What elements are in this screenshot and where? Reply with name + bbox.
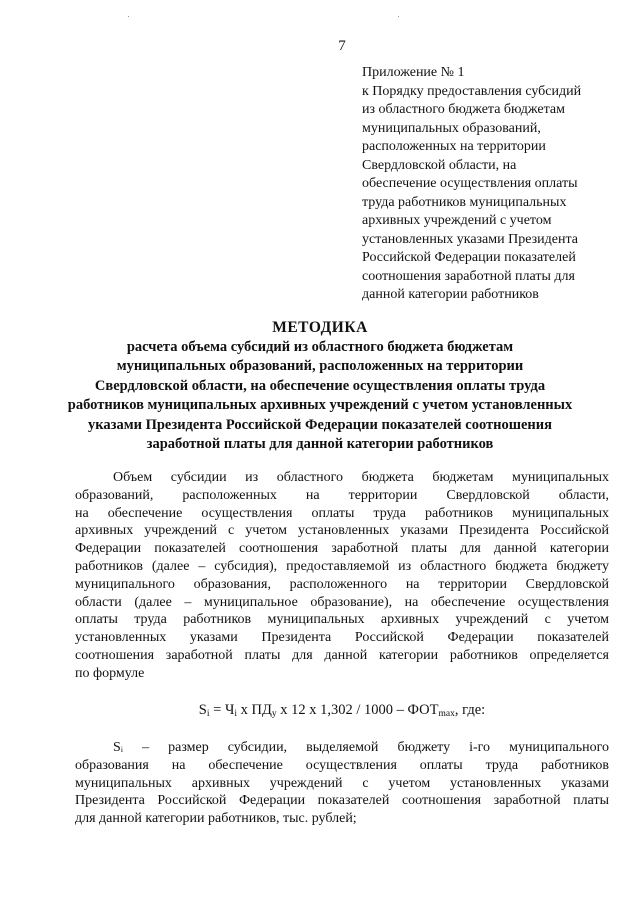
formula-subscript: i bbox=[206, 709, 210, 719]
paragraph-line: на обеспечение осуществления оплаты труда работников муниципальных bbox=[75, 505, 609, 521]
formula-text: = Ч bbox=[209, 702, 235, 718]
title-line: муниципальных образований, расположенных на территории bbox=[116, 358, 524, 375]
formula-subscript: i bbox=[234, 709, 238, 719]
definition-paragraph bbox=[75, 739, 609, 828]
appendix-line: обеспечение осуществления оплаты bbox=[362, 176, 578, 191]
formula-text: х ПД bbox=[237, 702, 272, 718]
title-line: заработной платы для данной категории работников bbox=[146, 436, 494, 453]
paragraph-line: образований, расположенных на территории Свердловской области, bbox=[75, 487, 609, 503]
page-number: 7 bbox=[338, 38, 346, 54]
title-line: Свердловской области, на обеспечение осуществления оплаты труда bbox=[94, 377, 546, 394]
paragraph-line: муниципальных архивных учреждений с учетом установленных указами bbox=[75, 775, 609, 791]
appendix-line: соотношения заработной платы для bbox=[362, 268, 575, 284]
paragraph-line: образования на обеспечение осуществления оплаты труда работников bbox=[75, 757, 609, 773]
subsidy-formula bbox=[75, 702, 609, 719]
appendix-line: Приложение № 1 bbox=[362, 65, 465, 80]
paragraph-line: архивных учреждений с учетом установленных указами Президента Российской bbox=[75, 523, 609, 539]
appendix-line: архивных учреждений с учетом bbox=[362, 213, 552, 228]
scan-mark bbox=[398, 16, 399, 17]
paragraph-line: Президента Российской Федерации показателей соотношения заработной платы bbox=[75, 793, 609, 809]
formula-text: , где: bbox=[454, 702, 486, 718]
appendix-line: к Порядку предоставления субсидий bbox=[362, 83, 582, 99]
appendix-header bbox=[362, 64, 612, 305]
appendix-line: расположенных на территории bbox=[362, 139, 546, 154]
appendix-line: Свердловской области, на bbox=[362, 157, 517, 173]
title-line: работников муниципальных архивных учреждений с учетом установленных bbox=[67, 397, 573, 414]
paragraph-line: оплаты труда работников муниципальных архивных учреждений с учетом bbox=[75, 612, 609, 628]
paragraph-line: Sᵢ – размер субсидии, выделяемой бюджету i-го муниципального bbox=[113, 740, 609, 755]
paragraph-line: муниципального образования, расположенного на территории Свердловской bbox=[75, 576, 609, 592]
scan-mark bbox=[128, 16, 129, 17]
paragraph-line: работников (далее – субсидия), предоставляемой из областного бюджета бюджету bbox=[75, 558, 609, 574]
paragraph-line: области (далее – муниципальное образование), на обеспечение осуществления bbox=[75, 594, 609, 610]
formula-text: S bbox=[198, 702, 207, 718]
paragraph-line: для данной категории работников, тыс. рублей; bbox=[75, 811, 357, 827]
paragraph-line: установленных указами Президента Российской Федерации показателей bbox=[75, 630, 609, 646]
appendix-line: данной категории работников bbox=[362, 287, 539, 302]
formula-text: х 12 х 1,302 / 1000 – ФОТ bbox=[276, 702, 439, 718]
formula-subscript: у bbox=[271, 709, 277, 719]
document-title bbox=[60, 318, 580, 454]
appendix-line: Российской Федерации показателей bbox=[362, 250, 576, 265]
paragraph-line: Федерации показателей соотношения заработной платы для данной категории bbox=[75, 541, 609, 557]
title-heading: МЕТОДИКА bbox=[272, 319, 368, 336]
appendix-line: муниципальных образований, bbox=[362, 120, 541, 136]
body-paragraph bbox=[75, 469, 609, 683]
paragraph-line: соотношения заработной платы для данной категории работников определяется bbox=[75, 647, 609, 663]
title-line: указами Президента Российской Федерации показателей соотношения bbox=[88, 416, 552, 433]
title-line: расчета объема субсидий из областного бюджета бюджетам bbox=[126, 339, 514, 355]
appendix-line: труда работников муниципальных bbox=[362, 194, 567, 210]
appendix-line: из областного бюджета бюджетам bbox=[362, 102, 565, 117]
paragraph-line: Объем субсидии из областного бюджета бюджетам муниципальных bbox=[113, 470, 609, 485]
appendix-line: установленных указами Президента bbox=[362, 231, 578, 247]
formula-subscript: max bbox=[438, 709, 455, 719]
paragraph-line: по формуле bbox=[75, 665, 145, 681]
